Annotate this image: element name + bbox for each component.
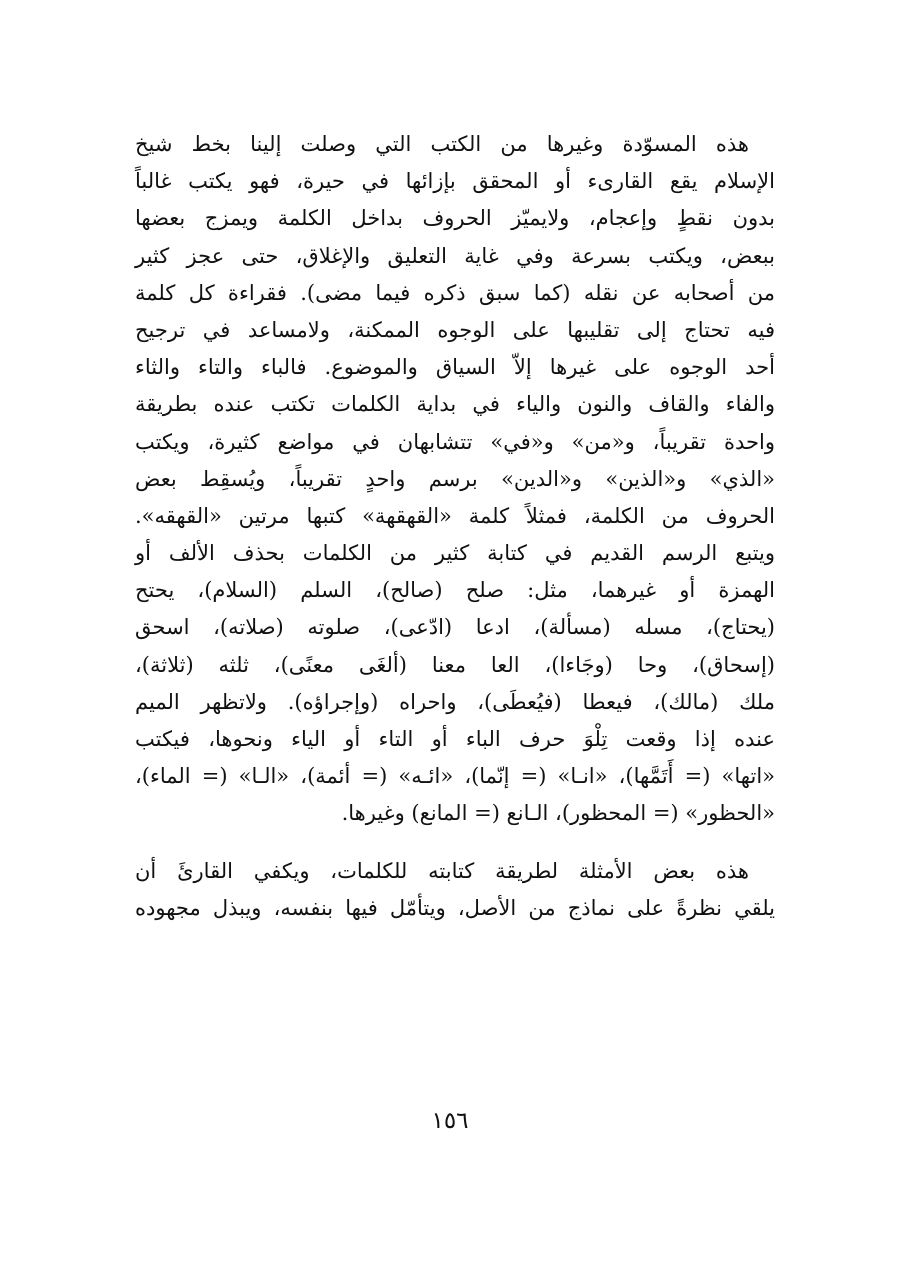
text-line: ملك (مالك)، فيعطا (فيُعطَى)، واحراه (وإجراؤه). ولاتظهر الميم xyxy=(135,689,775,714)
text-line: الهمزة أو غيرهما، مثل: صلح (صالح)، السلم (السلام)، يحتح xyxy=(135,578,775,603)
text-line: من أصحابه عن نقله (كما سبق ذكره فيما مضى). فقراءة كل كلمة xyxy=(135,280,775,305)
text-line: واحدة تقريباً، و«من» و«في» تتشابهان في مواضع كثيرة، ويكتب xyxy=(135,429,775,454)
body-text xyxy=(135,126,775,927)
text-line: أحد الوجوه على غيرها إلاّ السياق والموضوع. فالباء والتاء والثاء xyxy=(135,355,775,380)
text-line: هذه المسوّدة وغيرها من الكتب التي وصلت إلينا بخط شيخ xyxy=(135,132,749,156)
text-line: «اتها» (= أَتَمَّها)، «انـا» (= إنّما)، «ائـه» (= أئمة)، «الـا» (= الماء)، xyxy=(135,764,775,789)
text-line: فيه تحتاج إلى تقليبها على الوجوه الممكنة، ولامساعد في ترجيح xyxy=(135,317,775,342)
text-line: الإسلام يقع القارىء أو المحقق بإزائها في حيرة، فهو يكتب غالباً xyxy=(135,169,775,194)
text-line: ويتبع الرسم القديم في كتابة كثير من الكلمات بحذف الألف أو xyxy=(135,541,775,566)
text-line: يلقي نظرةً على نماذج من الأصل، ويتأمّل فيها بنفسه، ويبذل مجهوده xyxy=(135,895,775,920)
text-line: هذه بعض الأمثلة لطريقة كتابته للكلمات، ويكفي القارئَ أن xyxy=(135,858,749,883)
page-number: ١٥٦ xyxy=(431,1108,469,1134)
text-line: الحروف من الكلمة، فمثلاً كلمة «القهقهة» كتبها مرتين «القهقه». xyxy=(135,503,775,528)
text-line: (إسحاق)، وحا (وجَاءا)، العا معنا (ألغَى معنًى)، ثلثه (ثلاثة)، xyxy=(135,652,775,677)
text-line: والفاء والقاف والنون والياء في بداية الكلمات تكتب عنده بطريقة xyxy=(135,392,775,417)
text-line: (يحتاج)، مسله (مسألة)، ادعا (ادّعى)، صلوته (صلاته)، اسحق xyxy=(135,615,775,640)
text-line: عنده إذا وقعت تِلْوَ حرف الباء أو التاء أو الياء ونحوها، فيكتب xyxy=(135,727,775,751)
text-line: «الحظور» (= المحظور)، الـانع (= المانع) وغيرها. xyxy=(341,801,775,826)
text-line: ببعض، ويكتب بسرعة وفي غاية التعليق والإغلاق، حتى عجز كثير xyxy=(135,243,775,268)
text-line: «الذي» و«الذين» و«الدين» برسم واحدٍ تقريباً، ويُسقِط بعض xyxy=(135,466,775,491)
paragraph-gap xyxy=(135,833,775,853)
text-line: بدون نقطٍ وإعجام، ولايميّز الحروف بداخل الكلمة ويمزج بعضها xyxy=(135,206,775,231)
